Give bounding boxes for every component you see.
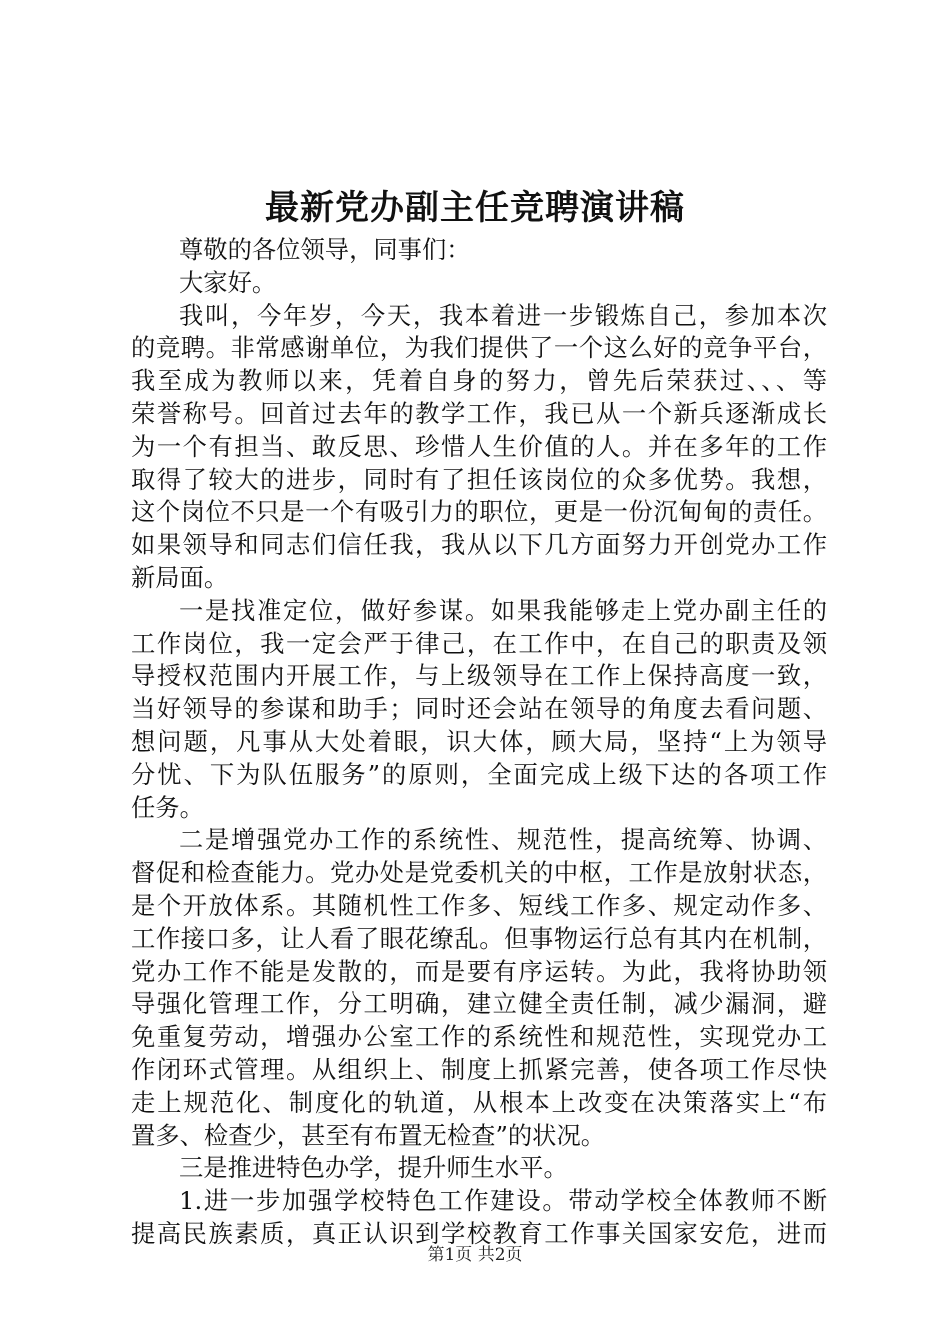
paragraph-line: 是个开放体系。其随机性工作多、短线工作多、规定动作多、 [131,890,827,920]
paragraph-line: 想问题，凡事从大处着眼，识大体，顾大局，坚持“上为领导 [131,726,827,756]
paragraph-line: 新局面。 [131,562,229,592]
paragraph-line: 二是增强党办工作的系统性、规范性，提高统筹、协调、 [179,825,827,855]
paragraph-line: 导强化管理工作，分工明确，建立健全责任制，减少漏洞，避 [131,989,827,1019]
paragraph-line: 取得了较大的进步，同时有了担任该岗位的众多优势。我想， [131,464,827,494]
paragraph-line: 荣誉称号。回首过去年的教学工作，我已从一个新兵逐渐成长 [131,398,827,428]
paragraph-line: 我叫，今年岁，今天，我本着进一步锻炼自己，参加本次 [179,300,827,330]
paragraph-line: 党办工作不能是发散的，而是要有序运转。为此，我将协助领 [131,956,827,986]
paragraph-line: 分忧、下为队伍服务”的原则，全面完成上级下达的各项工作 [131,759,827,789]
paragraph-line: 督促和检查能力。党办处是党委机关的中枢，工作是放射状态， [131,858,827,888]
paragraph-line: 导授权范围内开展工作，与上级领导在工作上保持高度一致， [131,661,827,691]
paragraph-line: 工作接口多，让人看了眼花缭乱。但事物运行总有其内在机制， [131,923,827,953]
paragraph-line: 当好领导的参谋和助手；同时还会站在领导的角度去看问题、 [131,694,827,724]
paragraph-line: 三是推进特色办学，提升师生水平。 [179,1153,568,1183]
paragraph-line: 作闭环式管理。从组织上、制度上抓紧完善，使各项工作尽快 [131,1054,827,1084]
document-title: 最新党办副主任竞聘演讲稿 [265,188,685,228]
greeting-line: 大家好。 [179,267,277,297]
paragraph-line: 如果领导和同志们信任我，我从以下几方面努力开创党办工作 [131,530,827,560]
paragraph-line: 工作岗位，我一定会严于律己，在工作中，在自己的职责及领 [131,628,827,658]
paragraph-line: 为一个有担当、敢反思、珍惜人生价值的人。并在多年的工作 [131,431,827,461]
salutation-line: 尊敬的各位领导，同事们： [179,235,471,264]
paragraph-line: 走上规范化、制度化的轨道，从根本上改变在决策落实上“布 [131,1087,827,1117]
paragraph-line: 置多、检查少，甚至有布置无检查”的状况。 [131,1120,606,1150]
paragraph-line: 1.进一步加强学校特色工作建设。带动学校全体教师不断 [179,1186,827,1216]
paragraph-line: 这个岗位不只是一个有吸引力的职位，更是一份沉甸甸的责任。 [131,497,827,527]
page-number-footer: 第1页 共2页 [427,1245,523,1265]
paragraph-line: 我至成为教师以来，凭着自身的努力，曾先后荣获过、、、等 [131,366,827,396]
document-body [131,234,827,1251]
paragraph-line: 任务。 [131,792,204,822]
paragraph-line: 提高民族素质，真正认识到学校教育工作事关国家安危，进而 [131,1218,827,1248]
paragraph-line: 一是找准定位，做好参谋。如果我能够走上党办副主任的 [179,595,827,625]
paragraph-line: 免重复劳动，增强办公室工作的系统性和规范性，实现党办工 [131,1022,827,1052]
paragraph-line: 的竞聘。非常感谢单位，为我们提供了一个这么好的竞争平台， [131,333,827,363]
